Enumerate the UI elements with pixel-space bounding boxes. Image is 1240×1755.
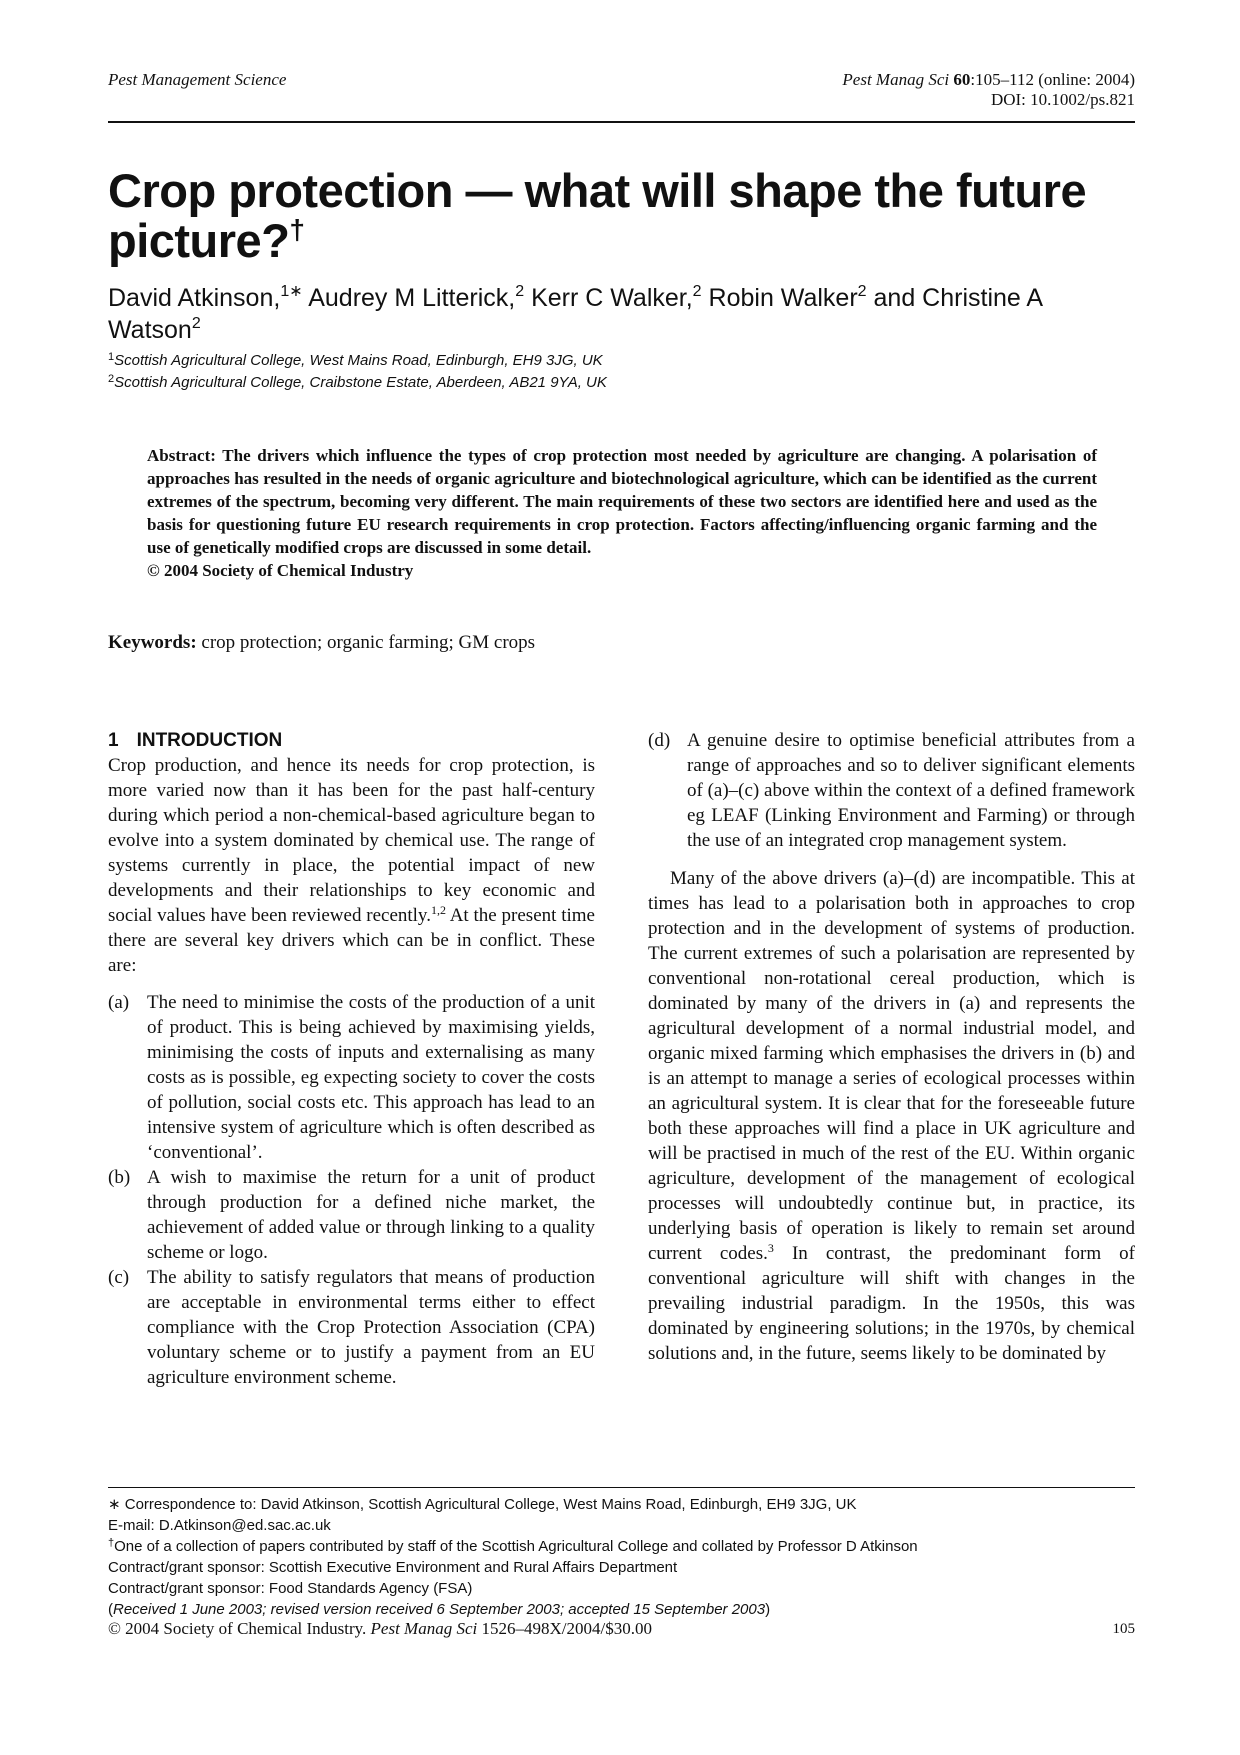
list-marker: (d): [648, 730, 671, 751]
author-affiliation-mark: 2: [857, 283, 867, 300]
right-column: [648, 728, 1135, 1366]
footer-journal: Pest Manag Sci: [370, 1619, 478, 1638]
affiliation-1: [108, 352, 1108, 369]
affiliation-text: Scottish Agricultural College, Craibstone Estate, Aberdeen, AB21 9YA, UK: [114, 374, 607, 391]
section-heading: [108, 728, 595, 753]
correspondence-mark: ∗: [108, 1496, 121, 1513]
intro-text: Crop production, and hence its needs for crop protection, is more varied now than it has been for the past half-century during which period a non-chemical-based agriculture began to evolve into a system dominated by chemical use. The range of systems currently in place, the potential impact of new developments and their relationships to key economic and social values have been reviewed recently.: [108, 755, 595, 926]
abstract-copyright: © 2004 Society of Chemical Industry: [147, 561, 414, 580]
citation-journal: Pest Manag Sci: [842, 70, 950, 89]
author-name: David Atkinson,: [108, 284, 281, 312]
body-text: Many of the above drivers (a)–(d) are incompatible. This at times has lead to a polarisation both in approaches to crop protection and in the development of systems of production. The current extremes of such a polarisation are represented by conventional non-rotational cereal production, which is dominated by many of the drivers in (a) and represents the agricultural development of a normal industrial model, and organic mixed farming which emphasises the drivers in (b) and is an attempt to manage a series of ecological processes within an agricultural system. It is clear that for the foreseeable future both these approaches will find a place in UK agriculture and will be practised in much of the rest of the EU. Within organic agriculture, development of the management of ecological processes will undoubtedly continue but, in practice, its underlying basis of operation is likely to remain set around current codes.: [648, 868, 1135, 1264]
journal-name: Pest Management Science: [108, 70, 287, 89]
article-title-text: Crop protection — what will shape the future picture?: [108, 164, 1087, 267]
footnotes: [108, 1494, 1138, 1620]
list-item: [108, 990, 595, 1165]
list-item-text: A genuine desire to optimise beneficial attributes from a range of approaches and so to deliver significant elements of (a)–(c) above within the context of a defined framework eg LEAF (Linking Environment and Farming) or through the use of an integrated crop management system.: [687, 730, 1135, 851]
received-close: ): [765, 1601, 771, 1618]
footer-citation: [108, 1619, 652, 1639]
section-number: 1: [108, 730, 119, 751]
list-item: [648, 728, 1135, 853]
keywords: [108, 632, 535, 654]
doi: DOI: 10.1002/ps.821: [990, 90, 1135, 109]
abstract: [147, 444, 1097, 582]
author-name: Kerr C Walker,: [524, 284, 693, 312]
list-marker: (c): [108, 1267, 130, 1288]
body-paragraph: [648, 866, 1135, 1366]
body-text-continued: In contrast, the predominant form of conventional agriculture will shift with changes in the prevailing industrial paradigm. In the 1950s, this was dominated by engineering solutions; in the 1970s, by chemical solutions and, in the future, seems likely to be dominated by: [648, 1243, 1135, 1364]
collection-mark: †: [108, 1537, 115, 1549]
author-name: Robin Walker: [701, 284, 858, 312]
affiliation-2: [108, 374, 1108, 391]
sponsor-note: Contract/grant sponsor: Scottish Executive Environment and Rural Affairs Department: [108, 1559, 678, 1576]
received-note: [108, 1599, 1138, 1620]
abstract-text: Abstract: The drivers which influence the types of crop protection most needed by agriculture are changing. A polarisation of approaches has resulted in the needs of organic agriculture and biotechnological agriculture, which can be identified as the current extremes of the spectrum, becoming very different. The main requirements of these two sectors are identified here and used as the basis for questioning future EU research requirements in crop protection. Factors affecting/influencing organic farming and the use of genetically modified crops are discussed in some detail.: [147, 446, 1097, 557]
page-number: 105: [1112, 1621, 1135, 1637]
list-item-text: A wish to maximise the return for a unit of product through production for a defined niche market, the achievement of added value or through linking to a quality scheme or logo.: [147, 1167, 595, 1263]
author-affiliation-mark: 2: [692, 283, 702, 300]
list-marker: (b): [108, 1167, 131, 1188]
title-footnote-mark: †: [289, 214, 305, 245]
driver-list-continued: [648, 728, 1135, 853]
affiliation-mark: 2: [108, 373, 115, 385]
list-marker: (a): [108, 992, 130, 1013]
left-column: [108, 728, 595, 1390]
list-item: [108, 1165, 595, 1265]
list-item: [108, 1265, 595, 1390]
footer-copyright: © 2004 Society of Chemical Industry.: [108, 1619, 371, 1638]
list-item-text: The ability to satisfy regulators that means of production are acceptable in environmental terms either to effect compliance with the Crop Protection Association (CPA) voluntary scheme or to justify a payment from an EU agriculture environment scheme.: [147, 1267, 595, 1388]
keywords-label: Keywords:: [108, 632, 197, 653]
sponsor-note: Contract/grant sponsor: Food Standards Agency (FSA): [108, 1580, 473, 1597]
author-affiliation-mark: 2: [191, 315, 201, 332]
list-item-text: The need to minimise the costs of the production of a unit of product. This is being achieved by maximising yields, minimising the costs of inputs and externalising as many costs as is possible, eg expecting society to cover the costs of pollution, social costs etc. This approach has lead to an intensive system of agriculture which is often described as ‘conventional’.: [147, 992, 595, 1163]
correspondence-text: Correspondence to: David Atkinson, Scottish Agricultural College, West Mains Road, Edinburgh, EH9 3JG, UK: [120, 1496, 857, 1513]
section-title: INTRODUCTION: [136, 730, 283, 751]
affiliation-text: Scottish Agricultural College, West Mains Road, Edinburgh, EH9 3JG, UK: [114, 352, 603, 369]
citation-pages: :105–112 (online: 2004): [970, 70, 1135, 89]
citation-line: [842, 70, 1135, 90]
footer-issn: 1526–498X/2004/$30.00: [477, 1619, 652, 1638]
article-title: [108, 166, 1108, 266]
intro-paragraph: [108, 753, 595, 978]
email-note: E-mail: D.Atkinson@ed.sac.ac.uk: [108, 1517, 331, 1534]
author-list: [108, 282, 1108, 346]
received-text: Received 1 June 2003; revised version received 6 September 2003; accepted 15 September 2003: [113, 1601, 766, 1618]
citation-block: [842, 70, 1135, 110]
driver-list: [108, 990, 595, 1390]
footnote-divider: [108, 1487, 1135, 1488]
header-divider: [108, 121, 1135, 123]
citation-volume: 60: [953, 70, 971, 89]
author-affiliation-mark: 1∗: [280, 283, 303, 300]
collection-text: One of a collection of papers contributed by staff of the Scottish Agricultural College and collated by Professor D Atkinson: [114, 1538, 918, 1555]
correspondence-note: [108, 1494, 1138, 1515]
author-name: Audrey M Litterick,: [302, 284, 516, 312]
keywords-text: crop protection; organic farming; GM crops: [196, 632, 536, 653]
collection-note: [108, 1536, 1138, 1557]
author-name: and Christine A Watson: [108, 284, 1042, 344]
affiliation-mark: 1: [108, 351, 115, 363]
citation-ref: 3: [767, 1241, 774, 1255]
citation-ref: 1,2: [430, 903, 446, 917]
intro-text-continued: At the present time there are several key drivers which can be in conflict. These are:: [108, 905, 595, 976]
author-affiliation-mark: 2: [515, 283, 525, 300]
received-open: (: [108, 1601, 113, 1618]
